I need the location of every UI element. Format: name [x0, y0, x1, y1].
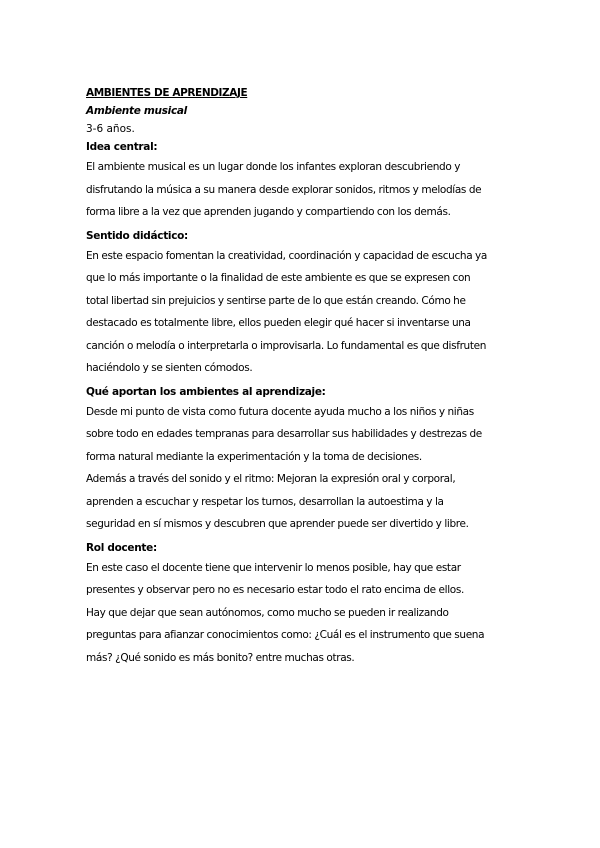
paragraph-line: El ambiente musical es un lugar donde los infantes exploran descubriendo y	[86, 161, 461, 173]
section-paragraph	[86, 156, 516, 224]
paragraph-line: forma libre a la vez que aprenden jugando y compartiendo con los demás.	[86, 206, 451, 218]
paragraph-line: forma natural mediante la experimentación y la toma de decisiones.	[86, 450, 422, 463]
section-heading: Rol docente:	[86, 541, 157, 554]
paragraph-line: más? ¿Qué sonido es más bonito? entre muchas otras.	[86, 651, 355, 664]
paragraph-line: En este espacio fomentan la creatividad, coordinación y capacidad de escucha ya	[86, 249, 488, 262]
paragraph-line: total libertad sin prejuicios y sentirse parte de lo que están creando. Cómo he	[86, 294, 466, 307]
paragraph-line: aprenden a escuchar y respetar los turnos, desarrollan la autoestima y la	[86, 495, 444, 508]
paragraph-line: canción o melodía o interpretarla o improvisarla. Lo fundamental es que disfruten	[86, 339, 487, 352]
paragraph-line: En este caso el docente tiene que intervenir lo menos posible, hay que estar	[86, 561, 461, 574]
paragraph-line: seguridad en sí mismos y descubren que aprender puede ser divertido y libre.	[86, 518, 469, 530]
section-paragraph	[86, 468, 516, 536]
section-paragraph	[86, 245, 516, 380]
document-subtitle: Ambiente musical	[86, 105, 187, 117]
document-title: AMBIENTES DE APRENDIZAJE	[86, 87, 248, 99]
paragraph-line: preguntas para afianzar conocimientos como: ¿Cuál es el instrumento que suena	[86, 629, 485, 641]
section-heading: Idea central:	[86, 141, 158, 153]
paragraph-line: que lo más importante o la finalidad de este ambiente es que se expresen con	[86, 272, 471, 284]
section-heading: Sentido didáctico:	[86, 229, 188, 242]
paragraph-line: presentes y observar pero no es necesario estar todo el rato encima de ellos.	[86, 584, 464, 596]
section-paragraph	[86, 401, 516, 469]
section-heading: Qué aportan los ambientes al aprendizaje:	[86, 385, 326, 398]
age-range: 3-6 años.	[86, 123, 135, 135]
paragraph-line: Desde mi punto de vista como futura docente ayuda mucho a los niños y niñas	[86, 405, 474, 418]
paragraph-line: sobre todo en edades tempranas para desarrollar sus habilidades y destrezas de	[86, 428, 482, 440]
paragraph-line: Además a través del sonido y el ritmo: Mejoran la expresión oral y corporal,	[86, 473, 456, 485]
paragraph-line: Hay que dejar que sean autónomos, como mucho se pueden ir realizando	[86, 606, 449, 619]
paragraph-line: disfrutando la música a su manera desde explorar sonidos, ritmos y melodías de	[86, 183, 482, 196]
document-page	[86, 84, 516, 672]
section-paragraph	[86, 557, 516, 670]
sections-container	[86, 138, 516, 669]
paragraph-line: haciéndolo y se sienten cómodos.	[86, 362, 253, 374]
paragraph-line: destacado es totalmente libre, ellos pueden elegir qué hacer si inventarse una	[86, 317, 471, 329]
